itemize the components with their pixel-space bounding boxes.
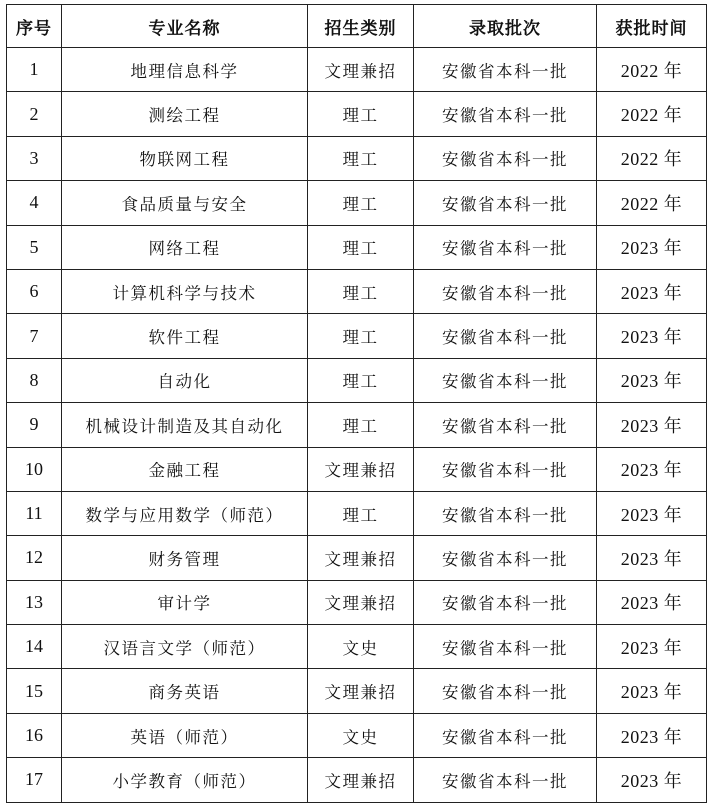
table-body [7, 48, 707, 803]
header-category: 招生类别 [308, 5, 414, 48]
cell-category: 文理兼招 [308, 758, 414, 802]
majors-table [6, 4, 707, 803]
cell-major: 数学与应用数学（师范） [62, 491, 308, 535]
cell-category: 文理兼招 [308, 48, 414, 92]
cell-major: 网络工程 [62, 225, 308, 269]
cell-major: 小学教育（师范） [62, 758, 308, 802]
header-index: 序号 [7, 5, 62, 48]
cell-index: 16 [7, 713, 62, 757]
cell-batch: 安徽省本科一批 [414, 358, 597, 402]
cell-approval: 2023 年 [597, 447, 707, 491]
cell-index: 14 [7, 625, 62, 669]
cell-major: 物联网工程 [62, 136, 308, 180]
cell-batch: 安徽省本科一批 [414, 536, 597, 580]
cell-index: 17 [7, 758, 62, 802]
cell-approval: 2022 年 [597, 181, 707, 225]
cell-approval: 2023 年 [597, 758, 707, 802]
table-row [7, 403, 707, 447]
cell-category: 理工 [308, 181, 414, 225]
cell-major: 地理信息科学 [62, 48, 308, 92]
cell-major: 金融工程 [62, 447, 308, 491]
cell-index: 7 [7, 314, 62, 358]
cell-index: 11 [7, 491, 62, 535]
cell-category: 理工 [308, 403, 414, 447]
cell-approval: 2023 年 [597, 491, 707, 535]
cell-category: 理工 [308, 136, 414, 180]
cell-major: 自动化 [62, 358, 308, 402]
table-row [7, 225, 707, 269]
cell-batch: 安徽省本科一批 [414, 491, 597, 535]
cell-index: 10 [7, 447, 62, 491]
cell-approval: 2023 年 [597, 225, 707, 269]
table-row [7, 536, 707, 580]
header-major: 专业名称 [62, 5, 308, 48]
cell-approval: 2023 年 [597, 625, 707, 669]
cell-batch: 安徽省本科一批 [414, 48, 597, 92]
cell-category: 理工 [308, 92, 414, 136]
cell-index: 15 [7, 669, 62, 713]
cell-category: 理工 [308, 491, 414, 535]
cell-batch: 安徽省本科一批 [414, 136, 597, 180]
table-row [7, 358, 707, 402]
cell-approval: 2023 年 [597, 314, 707, 358]
cell-index: 4 [7, 181, 62, 225]
cell-index: 13 [7, 580, 62, 624]
header-approval: 获批时间 [597, 5, 707, 48]
cell-approval: 2022 年 [597, 136, 707, 180]
cell-major: 软件工程 [62, 314, 308, 358]
cell-batch: 安徽省本科一批 [414, 669, 597, 713]
cell-batch: 安徽省本科一批 [414, 92, 597, 136]
cell-index: 12 [7, 536, 62, 580]
cell-approval: 2023 年 [597, 580, 707, 624]
cell-category: 理工 [308, 225, 414, 269]
cell-category: 文史 [308, 625, 414, 669]
cell-major: 食品质量与安全 [62, 181, 308, 225]
cell-approval: 2023 年 [597, 536, 707, 580]
cell-approval: 2023 年 [597, 358, 707, 402]
cell-category: 理工 [308, 269, 414, 313]
cell-category: 文史 [308, 713, 414, 757]
cell-approval: 2023 年 [597, 669, 707, 713]
cell-major: 测绘工程 [62, 92, 308, 136]
cell-index: 3 [7, 136, 62, 180]
cell-approval: 2022 年 [597, 92, 707, 136]
cell-major: 计算机科学与技术 [62, 269, 308, 313]
cell-major: 财务管理 [62, 536, 308, 580]
cell-index: 2 [7, 92, 62, 136]
cell-index: 5 [7, 225, 62, 269]
cell-category: 理工 [308, 358, 414, 402]
table-header-row [7, 5, 707, 48]
cell-major: 英语（师范） [62, 713, 308, 757]
cell-approval: 2023 年 [597, 713, 707, 757]
cell-category: 理工 [308, 314, 414, 358]
cell-batch: 安徽省本科一批 [414, 403, 597, 447]
cell-batch: 安徽省本科一批 [414, 625, 597, 669]
cell-category: 文理兼招 [308, 536, 414, 580]
header-batch: 录取批次 [414, 5, 597, 48]
cell-category: 文理兼招 [308, 669, 414, 713]
cell-batch: 安徽省本科一批 [414, 314, 597, 358]
cell-major: 汉语言文学（师范） [62, 625, 308, 669]
table-row [7, 625, 707, 669]
cell-batch: 安徽省本科一批 [414, 580, 597, 624]
table-row [7, 181, 707, 225]
table-row [7, 669, 707, 713]
table-row [7, 314, 707, 358]
cell-approval: 2023 年 [597, 269, 707, 313]
table-row [7, 136, 707, 180]
cell-index: 6 [7, 269, 62, 313]
cell-batch: 安徽省本科一批 [414, 269, 597, 313]
cell-approval: 2022 年 [597, 48, 707, 92]
cell-batch: 安徽省本科一批 [414, 447, 597, 491]
cell-major: 商务英语 [62, 669, 308, 713]
table-row [7, 92, 707, 136]
cell-index: 9 [7, 403, 62, 447]
table-row [7, 713, 707, 757]
table-row [7, 758, 707, 802]
cell-major: 审计学 [62, 580, 308, 624]
table-row [7, 580, 707, 624]
cell-batch: 安徽省本科一批 [414, 758, 597, 802]
cell-batch: 安徽省本科一批 [414, 181, 597, 225]
cell-major: 机械设计制造及其自动化 [62, 403, 308, 447]
cell-approval: 2023 年 [597, 403, 707, 447]
cell-index: 8 [7, 358, 62, 402]
table-row [7, 269, 707, 313]
cell-category: 文理兼招 [308, 447, 414, 491]
table-row [7, 48, 707, 92]
table-row [7, 447, 707, 491]
cell-index: 1 [7, 48, 62, 92]
table-row [7, 491, 707, 535]
cell-batch: 安徽省本科一批 [414, 713, 597, 757]
cell-category: 文理兼招 [308, 580, 414, 624]
cell-batch: 安徽省本科一批 [414, 225, 597, 269]
